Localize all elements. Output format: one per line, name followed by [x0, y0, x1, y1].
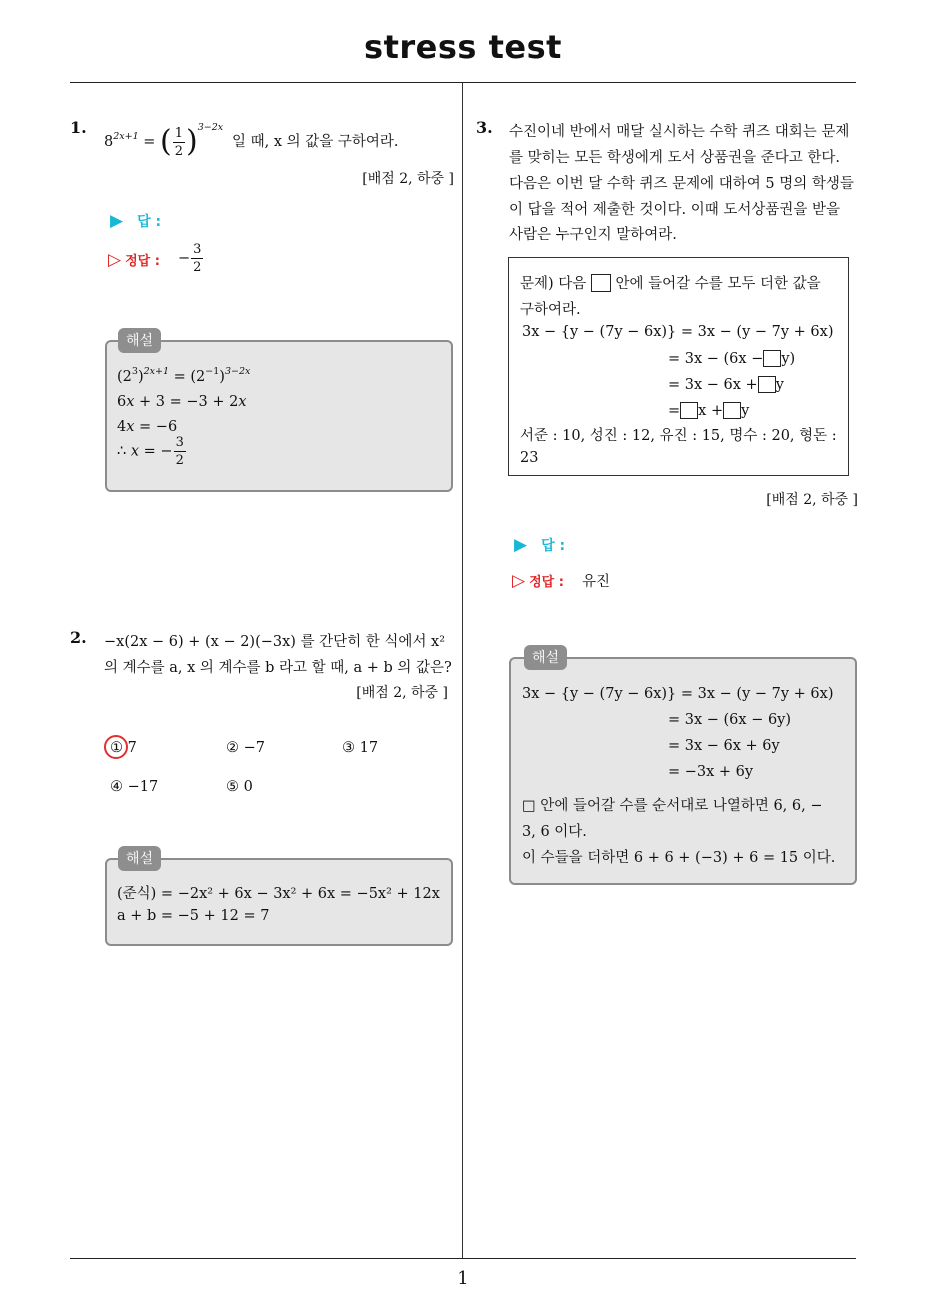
problem-box-students-1: 서준 : 10, 성진 : 12, 유진 : 15, 명수 : 20, 형돈 :	[520, 428, 837, 444]
question-1-equation: $8^{2x+1}$ = ( $\frac{1}{2}$ )$^{3-2x}$	[104, 122, 224, 159]
question-3-correct-value: 유진	[582, 574, 611, 590]
blank-box	[763, 350, 781, 367]
play-outline-icon: ▷	[512, 571, 526, 591]
question-3-explanation-text-1: □ 안에 들어갈 수를 순서대로 나열하면 6, 6, −	[522, 798, 823, 814]
question-1-number: 1.	[70, 118, 87, 137]
question-1-explanation-box	[105, 340, 453, 492]
choice-5[interactable]: ⑤ 0	[226, 779, 253, 795]
question-2-score: [배점 2, 하중 ]	[356, 685, 448, 701]
choice-1[interactable]: ① 7	[110, 740, 137, 756]
problem-box-students-2: 23	[520, 450, 539, 466]
question-1-score: [배점 2, 하중 ]	[362, 171, 454, 187]
question-2-prompt-line-2: 의 계수를 a, x 의 계수를 b 라고 할 때, a + b 의 값은?	[104, 660, 452, 676]
question-1-explanation-line-1: $(2^3)^{2x+1} = (2^{-1})^{3-2x}$	[117, 366, 251, 385]
question-3-score: [배점 2, 하중 ]	[766, 492, 858, 508]
blank-box	[591, 274, 611, 292]
question-3-explanation-text-3: 이 수들을 더하면 6 + 6 + (−3) + 6 = 15 이다.	[522, 850, 836, 866]
problem-box-eq-1: 3x − {y − (7y − 6x)} = 3x − (y − 7y + 6x)	[522, 324, 834, 340]
question-2-explanation-line-2: a + b = −5 + 12 = 7	[117, 908, 270, 924]
question-3-explanation-text-2: 3, 6 이다.	[522, 824, 587, 840]
problem-box-intro: 문제) 다음 안에 들어갈 수를 모두 더한 값을	[520, 276, 821, 292]
question-1-explanation-line-2: 6x + 3 = −3 + 2x	[117, 394, 247, 410]
question-2-explanation-tag: 해설	[118, 846, 161, 871]
question-1-prompt: 일 때, x 의 값을 구하여라.	[232, 134, 399, 150]
choice-4[interactable]: ④ −17	[110, 779, 159, 795]
choice-3[interactable]: ③ 17	[342, 740, 379, 756]
blank-box	[758, 376, 776, 393]
play-icon: ▶	[514, 535, 528, 555]
play-outline-icon: ▷	[108, 250, 122, 270]
question-3-answer-label: ▶ 답 :	[514, 535, 566, 555]
question-1-correct-value: − $\frac{3}{2}$	[178, 242, 202, 275]
question-3-number: 3.	[476, 118, 493, 137]
play-icon: ▶	[110, 211, 124, 231]
blank-box	[680, 402, 698, 419]
question-3-prompt-line-3: 다음은 이번 달 수학 퀴즈 문제에 대하여 5 명의 학생들	[509, 176, 854, 192]
question-2-explanation-line-1: (준식) = −2x² + 6x − 3x² + 6x = −5x² + 12x	[117, 886, 440, 902]
question-1-explanation-tag: 해설	[118, 328, 161, 353]
problem-box-intro-2: 구하여라.	[520, 302, 581, 318]
question-3-explanation-eq-3: = 3x − 6x + 6y	[668, 738, 780, 754]
choice-2[interactable]: ② −7	[226, 740, 265, 756]
footer-rule	[70, 1258, 856, 1259]
problem-box-eq-2: = 3x − (6x − y)	[668, 351, 796, 367]
question-3-explanation-eq-1: 3x − {y − (7y − 6x)} = 3x − (y − 7y + 6x)	[522, 686, 834, 702]
question-1-explanation-line-3: 4x = −6	[117, 419, 178, 435]
question-3-prompt-line-2: 를 맞히는 모든 학생에게 도서 상품권을 준다고 한다.	[509, 150, 841, 166]
problem-box-eq-3: = 3x − 6x + y	[668, 377, 784, 393]
question-1-correct-label: ▷ 정답 :	[108, 250, 160, 270]
problem-box-eq-4: = x + y	[668, 403, 750, 419]
question-2-number: 2.	[70, 628, 87, 647]
question-1-answer-label: ▶ 답 :	[110, 211, 162, 231]
question-3-explanation-eq-2: = 3x − (6x − 6y)	[668, 712, 792, 728]
header-rule	[70, 82, 856, 83]
question-2-prompt-line-1: −x(2x − 6) + (x − 2)(−3x) 를 간단히 한 식에서 x²	[104, 634, 446, 650]
question-3-prompt-line-5: 사람은 누구인지 말하여라.	[509, 227, 677, 243]
question-3-explanation-tag: 해설	[524, 645, 567, 670]
question-3-prompt-line-4: 이 답을 적어 제출한 것이다. 이때 도서상품권을 받을	[509, 202, 841, 218]
blank-box	[723, 402, 741, 419]
column-divider	[462, 83, 463, 1258]
question-1-explanation-line-4: ∴ x = − $\frac{3}{2}$	[117, 435, 184, 468]
question-3-prompt-line-1: 수진이네 반에서 매달 실시하는 수학 퀴즈 대회는 문제	[509, 124, 850, 140]
question-3-explanation-eq-4: = −3x + 6y	[668, 764, 754, 780]
question-3-correct-label: ▷ 정답 :	[512, 571, 564, 591]
page-title: stress test	[364, 28, 562, 66]
page-number: 1	[457, 1268, 469, 1289]
